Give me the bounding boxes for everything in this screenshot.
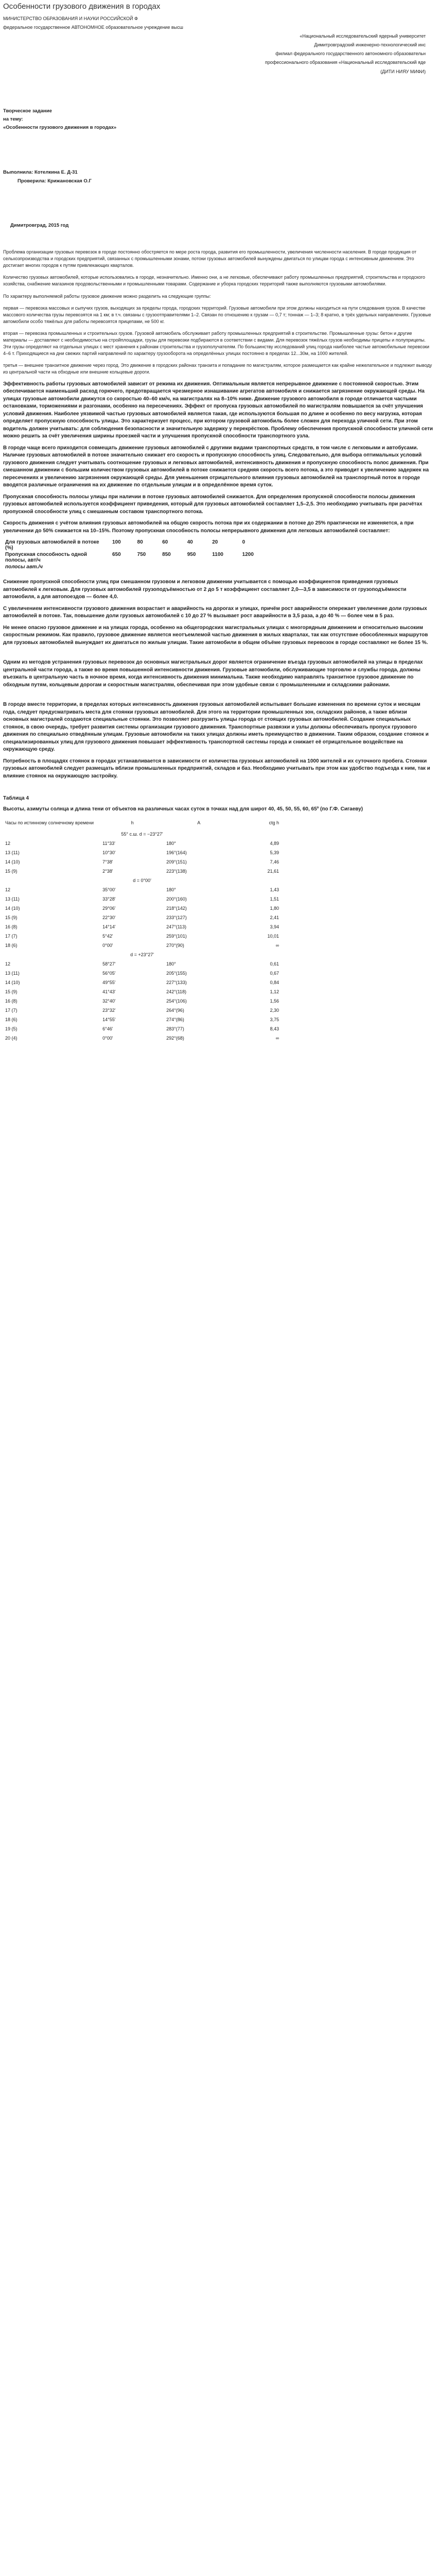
header-line: (ДИТИ НИЯУ МИФИ) <box>380 69 426 74</box>
declination-row <box>3 876 281 885</box>
table-cell: 29°06' <box>102 906 116 911</box>
table-cell: 16 (8) <box>5 998 18 1004</box>
table-row <box>3 848 281 857</box>
column-header: ctg h <box>269 820 279 826</box>
table-cell: 40 <box>187 539 193 546</box>
table-cell: 3,94 <box>270 924 279 930</box>
table-cell: 1,12 <box>270 989 279 995</box>
table-cell: 13 (11) <box>5 850 20 856</box>
table-cell: 0,84 <box>270 980 279 986</box>
table-cell: 1,56 <box>270 998 279 1004</box>
bold-text <box>3 381 433 535</box>
declination-label: d = 0°00' <box>133 878 151 884</box>
table-cell: 1100 <box>212 552 223 558</box>
declination-row <box>3 950 281 959</box>
table-row <box>3 978 281 987</box>
table-cell: 19 (5) <box>5 1026 18 1032</box>
table-cell: 7,46 <box>270 859 279 865</box>
paragraph: Количество грузовых автомобилей, которые использовались в городе, незначительно. Именно они, а не легковые, обеспечивают работу промышленных предприятий, строительства и городского хозяйства, снабжение магазинов продовольственными и промышленными товарами. Содержание и уборка городских территорий также выполняются грузовыми автомобилями. <box>3 275 425 287</box>
paragraph: Пропускная способность полосы улицы при наличии в потоке грузовых автомобилей снижается. Для определения пропускной способности полосы движения грузовых автомобилей используется коэффициент приведения, который для грузовых автомобилей составляет 1,5–2,5. Это необходимо учитывать при расчётах пропускной способности улиц с смешанным составом транспортного потока. <box>3 494 423 515</box>
table-cell: 1,51 <box>270 896 279 902</box>
table-cell: 750 <box>137 552 146 558</box>
table-cell: 18 (6) <box>5 1017 18 1023</box>
declination-label: d = +23°27' <box>130 952 154 958</box>
table-cell: 0,61 <box>270 961 279 967</box>
table-cell: 15 (9) <box>5 869 18 874</box>
table-cell: 2,30 <box>270 1008 279 1013</box>
table-row <box>3 922 281 931</box>
assignment-label: Творческое задание <box>3 108 52 114</box>
table-cell: 218°(142) <box>166 906 187 911</box>
table-cell: 0°00' <box>102 943 113 948</box>
table-cell: 12 <box>5 841 11 846</box>
table-cell: 12 <box>5 961 11 967</box>
paragraph: В городе вместе территории, в пределах которых интенсивность движения грузовых автомобилей испытывает большие изменения по времени суток и месяцам года, следует предусматривать места для стоянки грузовых автомобилей. Для этого на территории промышленных зон, складских районов, а также вблизи основных магистралей создаются специальные стоянки. Это позволяет разгрузить улицы города от стоящих грузовых автомобилей. Создание специальных стоянок, в свою очередь, требует развития системы организации грузового движения. Транспортные развязки и узлы должны обеспечивать пропуск грузового движения по специально отведённым улицам. Грузовые автомобили на таких улицах должны иметь преимущество в движении. Таким образом, создание стоянок и специализированных улиц для грузового движения повышает эффективность транспортной системы города и снижает её отрицательное воздействие на окружающую среду. <box>3 702 429 753</box>
table-cell: 5°42' <box>102 934 113 939</box>
table-cell: 180° <box>166 961 176 967</box>
table-cell: 227°(133) <box>166 980 187 986</box>
table-row <box>3 894 281 904</box>
table-note: полосы авт./ч <box>5 564 43 570</box>
table-cell: 14°14' <box>102 924 116 930</box>
table-cell: 850 <box>162 552 171 558</box>
table-cell: 41°43' <box>102 989 116 995</box>
table-title: Высоты, азимуты солнца и длина тени от объектов на различных часах суток в точках над для широт 40, 45, 50, 55, 60, 65º (по Г.Ф. Сигаеву) <box>3 806 363 812</box>
performed-block <box>3 168 433 185</box>
table-cell: 33°28' <box>102 896 116 902</box>
table-cell: 18 (6) <box>5 943 18 948</box>
table-cell: 233°(127) <box>166 915 187 921</box>
paragraph: В городе чаще всего приходится совмещать движение грузовых автомобилей с другими видами транспортных средств, в том числе с легковыми и автобусами. Наличие грузовых автомобилей в потоке значительно снижает его скорость и пропускную способность улиц. Следовательно, для выбора оптимальных условий грузового движения следует учитывать соотношение грузовых и легковых автомобилей, интенсивность движения и пропускную способность полос движения. При смешанном движении с большим количеством грузовых автомобилей в потоке снижается средняя скорость всего потока, а это приводит к увеличению задержек на пересечениях и увеличению загрязнения окружающей среды. Для уменьшения отрицательного влияния грузовых автомобилей на транспортный поток в городе вводятся различные ограничения на их движение по отдельным улицам и в определённое время суток. <box>3 445 429 488</box>
table-row <box>3 969 281 978</box>
column-header: Часы по истинному солнечному времени <box>5 820 94 826</box>
paragraph: Снижение пропускной способности улиц при смешанном грузовом и легковом движении учитывается с помощью коэффициентов приведения грузовых автомобилей к легковым. Для грузовых автомобилей грузоподъёмностью от 2 до 5 т коэффициент составляет 2,0—3,5 в зависимости от грузоподъёмности автомобиля, а для автопоездов — более 4,0. <box>3 579 407 600</box>
header-line: профессионального образования «Национальный исследовательский яде <box>265 60 426 65</box>
row-label: Пропускная способность одной полосы, авт/ч <box>5 552 87 564</box>
table-cell: 5,39 <box>270 850 279 856</box>
header-line: федеральное государственное АВТОНОМНОЕ образовательное учреждение высш <box>3 25 183 30</box>
table-cell: 270°(90) <box>166 943 184 948</box>
capacity-table <box>3 539 271 570</box>
paragraph: третья — внешнее транзитное движение через город. Это движение в городских районах транзита и попадание по магистралям, которое размещается как крайне нежелательное и подлежит выводу из центральной части на обходные или внешние кольцевые дороги. <box>3 362 432 375</box>
table-cell: 7°38' <box>102 859 113 865</box>
table-cell: 15 (9) <box>5 915 18 921</box>
table-cell: 0°00' <box>102 1036 113 1041</box>
table-row <box>3 904 281 913</box>
table-row <box>3 959 281 969</box>
performed-by: Выполнила: Котелкина Е. Д-31 <box>3 170 78 176</box>
paragraph: Эффективность работы грузовых автомобилей зависит от режима их движения. Оптимальным является непрерывное движение с постоянной скоростью. Этим обеспечивается наименьший расход горючего, предотвращается чрезмерное изнашивание агрегатов автомобиля и снижается загрязнение окружающей среды. На улицах грузовые автомобили движутся со скоростью 40–60 км/ч, на магистралях на 8–10% ниже. Движение грузового автомобиля в городе отличается частыми остановками, торможениями и разгонами, особенно на пересечениях. Эффект от пропуска грузовых автомобилей по магистралям повышается за счёт улучшения условий движения. Наиболее уязвимой частью грузовых автомобилей является такая, где используются большая по длине и особенно по весу нагрузка, которая определяет пропускную способность улицы. Это характеризует процесс, при котором грузовой автомобиль более сложен для перехода уличной сети. При этом водитель должен учитывать: для соблюдения безопасности и значительную задержку у перекрёстков. Проблему обеспечения пропускной способности уличной сети можно решить за счёт увеличения ширины проезжей части и улучшения пропускной способности транспортного узла. <box>3 381 433 439</box>
table-cell: 264°(96) <box>166 1008 184 1013</box>
paragraph: Проблема организации грузовых перевозок в городе постоянно обостряется по мере роста города, развития его промышленности, увеличения численности населения. В городе продукция от сельхозпроизводства и городских предприятий, связанных с промышленными зонами, потоки грузовых автомобилей вынуждены двигаться по улицам города с интенсивным движением. Это достигает многих городов к путям привлекающих кварталов. <box>3 249 416 268</box>
table-cell: 17 (7) <box>5 934 18 939</box>
table-row <box>3 839 281 848</box>
institution-header <box>3 14 433 76</box>
table-cell: 20 <box>212 539 218 546</box>
table-cell: 242°(118) <box>166 989 187 995</box>
table-cell: 209°(151) <box>166 859 187 865</box>
document-page <box>0 2 436 1074</box>
header-line: Димитровградский инженерно-технологический инс <box>314 42 426 48</box>
table-cell: 35°00' <box>102 887 116 893</box>
table-cell: 0,67 <box>270 971 279 976</box>
assignment-topic: «Особенности грузового движения в городах» <box>3 124 117 130</box>
checked-by: Проверила: Крижановская О.Г <box>18 178 92 184</box>
table-cell: 274°(86) <box>166 1017 184 1023</box>
after-table-text <box>3 579 433 780</box>
table-row <box>3 885 281 894</box>
table-cell: 2,41 <box>270 915 279 921</box>
table-row <box>3 551 271 564</box>
table-cell: 292°(68) <box>166 1036 184 1041</box>
table-cell: 58°27' <box>102 961 116 967</box>
table-cell: ∞ <box>275 943 279 948</box>
paragraph: По характеру выполняемой работы грузовое движение можно разделить на следующие группы: <box>3 293 211 299</box>
assignment-topic-label: на тему: <box>3 116 23 122</box>
table-cell: 247°(113) <box>166 924 187 930</box>
table-cell: 254°(106) <box>166 998 187 1004</box>
table-cell: 14 (10) <box>5 906 20 911</box>
table-number: Таблица 4 <box>3 795 29 802</box>
column-header: h <box>131 820 134 826</box>
table-cell: 1200 <box>242 552 254 558</box>
table-row <box>3 1024 281 1033</box>
document-title: Особенности грузового движения в городах <box>3 2 161 11</box>
table-row <box>3 941 281 950</box>
table-cell: 16 (8) <box>5 924 18 930</box>
table-cell: 0 <box>242 539 246 546</box>
column-header: A <box>197 820 201 826</box>
table-row <box>3 1015 281 1024</box>
table-row <box>3 987 281 996</box>
table-cell: 12 <box>5 887 11 893</box>
table-row <box>3 564 271 570</box>
table-cell: 32°40' <box>102 998 116 1004</box>
city-year: Димитровград, 2015 год <box>10 223 69 229</box>
header-line: филиал федерального государственного автономного образовательн <box>275 51 426 57</box>
declination-label: 55° с.ш. d = −23°27' <box>121 832 163 837</box>
table-cell: 1,43 <box>270 887 279 893</box>
table-cell: 14 (10) <box>5 859 20 865</box>
paragraph: Скорость движения с учётом влияния грузовых автомобилей на общую скорость потока при их содержании в потоке до 25% практически не изменяется, а при увеличении до 50% снижается на 10–15%. Поэтому пропускная способность полосы непрерывного движения для легковых автомобилей составляет: <box>3 520 414 534</box>
table-row <box>3 857 281 867</box>
table-cell: 60 <box>162 539 168 546</box>
table-cell: 22°30' <box>102 915 116 921</box>
table-row <box>3 1006 281 1015</box>
paragraph: вторая — перевозка промышленных и строительных грузов. Грузовой автомобиль обслуживает работу промышленных предприятий в строительстве. Промышленные грузы: бетон и другие материалы — доставляют с необходимостью на стройплощадки, грузы для перевозки подбираются в соответствии с видами. Для перевозок тяжёлых грузов необходимы прицепы и полуприцепы. Эти грузы определяют на отдельных улицах с мест хранения к районам строительства и грузополучателям. По большинству исследований улиц города наиболее частые автомобильные перевозки 4–6 т. Приходящиеся на дни свежих партий направлений по характеру грузооборота на определённых улицах постоянно в пределах 12...30м, на 1000 жителей. <box>3 330 429 356</box>
sun-table <box>3 818 281 1043</box>
row-label: Для грузовых автомобилей в потоке (%) <box>5 539 99 551</box>
intro-text <box>3 249 433 376</box>
table-cell: 6°46' <box>102 1026 113 1032</box>
table-cell: 17 (7) <box>5 1008 18 1013</box>
table-cell: 2°38' <box>102 869 113 874</box>
table-cell: 650 <box>112 552 121 558</box>
table-cell: 200°(160) <box>166 896 187 902</box>
table-cell: 80 <box>137 539 143 546</box>
table-row <box>3 913 281 922</box>
table-cell: 8,43 <box>270 1026 279 1032</box>
table-cell: 223°(138) <box>166 869 187 874</box>
table-cell: 100 <box>112 539 121 546</box>
table-cell: 180° <box>166 887 176 893</box>
paragraph: Одним из методов устранения грузовых перевозок до основных магистральных дорог является ограничение въезда грузовых автомобилей на улицы в пределах центральной части города, а также во время повышенной интенсивности движения. Грузовые автомобили, обслуживающие торговлю и службы города, должны въезжать в центральную часть в ночное время, когда интенсивность движения минимальна. Также необходимо направлять транзитное грузовое движение по обходным путям, кольцевым дорогам и скоростным магистралям, обеспечивая при этом удобные связи с промышленными и складскими районами. <box>3 659 423 688</box>
table-cell: 10,01 <box>267 934 279 939</box>
paragraph: первая — перевозка массовых и сыпучих грузов, выходящих за пределы города, городских территорий. Грузовые автомобили при этом должны находиться на пути следования грузов. В качестве массового количества грузы перевозятся на 1 км; в т.ч. связаны с грузоотправителями 1–2. Связан по отношению к грузам — 0,7 т; тоннаж — 1–3; 8 кратно, в трёх удельных направлениях. Грузовые автомобили особо тяжёлых для работы перевозятся прицепами, не 500 кг. <box>3 305 431 324</box>
table-row <box>3 539 271 551</box>
table-cell: 14°55' <box>102 1017 116 1023</box>
paragraph: Потребность в площадях стоянок в городах устанавливается в зависимости от количества грузовых автомобилей на 1000 жителей и их суточного пробега. Стоянки грузовых автомобилей следует размещать вблизи промышленных предприятий, складов и баз. Необходимо учитывать при этом как удобство подъезда к ним, так и влияние стоянок на окружающую застройку. <box>3 758 430 779</box>
header-line: МИНИСТЕРСТВО ОБРАЗОВАНИЯ И НАУКИ РОССИЙСКОЙ Ф <box>3 16 138 21</box>
table-cell: 13 (11) <box>5 896 20 902</box>
table-cell: 21,61 <box>267 869 279 874</box>
table-cell: 15 (9) <box>5 989 18 995</box>
table-cell: ∞ <box>275 1036 279 1041</box>
table-header-row <box>3 818 281 829</box>
table-row <box>3 931 281 941</box>
table-cell: 180° <box>166 841 176 846</box>
table-row <box>3 996 281 1006</box>
table-cell: 13 (11) <box>5 971 20 976</box>
paragraph: С увеличением интенсивности грузового движения возрастает и аварийность на дорогах и улицах, причём рост аварийности опережает увеличение доли грузовых автомобилей в потоке. Так, повышение доли грузовых автомобилей с 10 до 27 % вызывает рост аварийности в 3,5 раза, а до 40 % — более чем в 5 раз. <box>3 605 427 619</box>
header-line: «Национальный исследовательский ядерный университет <box>300 33 426 39</box>
table-row <box>3 867 281 876</box>
assignment-block <box>3 107 433 132</box>
paragraph: Не менее опасно грузовое движение и на улицах города, особенно на общегородских магистральных улицах с многорядным движением и относительно высоким скоростным режимом. Как правило, грузовое движение является неотъемлемой частью движения в жилых кварталах, так как отсутствие обособленных маршрутов для грузовых автомобилей вынуждает их двигаться по жилым улицам. Такие автомобили в общем объёме грузовых перевозок в городе составляют не более 15 %. <box>3 624 428 646</box>
table-cell: 196°(164) <box>166 850 187 856</box>
table-cell: 950 <box>187 552 196 558</box>
table-cell: 4,89 <box>270 841 279 846</box>
table-cell: 3,75 <box>270 1017 279 1023</box>
table-cell: 56°05' <box>102 971 116 976</box>
table-cell: 259°(101) <box>166 934 187 939</box>
table-cell: 205°(155) <box>166 971 187 976</box>
table-cell: 1,80 <box>270 906 279 911</box>
table-cell: 49°55' <box>102 980 116 986</box>
table-cell: 20 (4) <box>5 1036 18 1041</box>
table-cell: 283°(77) <box>166 1026 184 1032</box>
table-cell: 23°32' <box>102 1008 116 1013</box>
table-cell: 14 (10) <box>5 980 20 986</box>
table-cell: 10°30' <box>102 850 116 856</box>
table-cell: 11°33' <box>102 841 115 846</box>
declination-row <box>3 829 281 839</box>
table-row <box>3 1033 281 1043</box>
